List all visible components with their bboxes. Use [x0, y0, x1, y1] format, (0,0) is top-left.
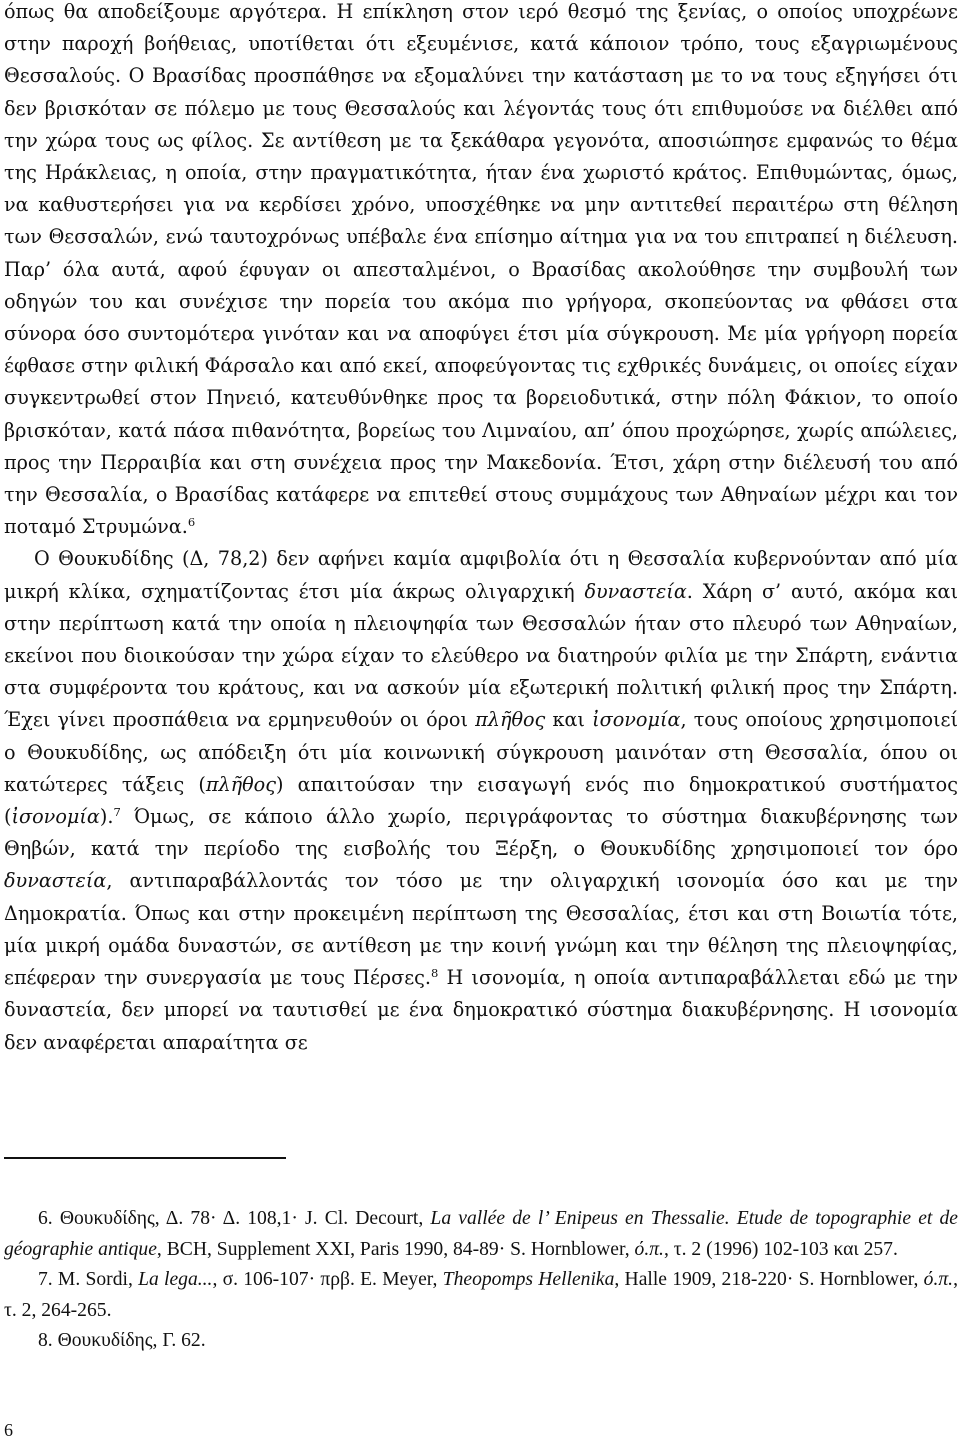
text-run: . Χάρη σ’ αυτό, ακόμα και στην περίπτωση κατά την οποία η πλειοψηφία των Θεσσαλών ήταν στο πλευρό των Αθηναίων, εκείνοι που διοικούσαν την χώρα είχαν το ελεύθερο να διατηρούν φιλία με την Σπάρτη, ενάντια στα συμφέροντα του κράτους, και να ασκούν μία εξωτερική πολιτική φιλική προς την Σπάρτη. Έχει γίνει προσπάθεια να ερμηνευθούν οι όροι	[4, 579, 958, 732]
italic-text: πλῆθος	[205, 772, 276, 796]
body-text	[4, 0, 958, 1059]
italic-text: La vallée de l’ Enipeus en Thessalie. Etude de topographie et de géographie antique	[4, 1208, 958, 1260]
italic-text: La lega...	[138, 1269, 213, 1290]
text-run: 7. M. Sordi,	[38, 1269, 139, 1290]
text-run: Όμως, σε κάποιο άλλο χωρίο, περιγράφοντας το σύστημα διακυβέρνησης των Θηβών, κατά την περίοδο της εισβολής του Ξέρξη, ο Θουκυδίδης χρησιμοποιεί τον όρο	[4, 805, 958, 861]
footnote	[4, 1326, 958, 1357]
text-run: όπως θα αποδείξουμε αργότερα. Η επίκληση στον ιερό θεσμό της ξενίας, ο οποίος υποχρέωνε στην παροχή βοήθειας, υποτίθεται ότι εξευμένισε, κατά κάποιον τρόπο, τους εξαγριωμένους Θεσσαλούς. Ο Βρασίδας προσπάθησε να εξομαλύνει την κατάσταση με το να τους εξηγήσει ότι δεν βρισκόταν σε πόλεμο με τους Θεσσαλούς και λέγοντάς τους ότι επιθυμούσε να διέλθει από την χώρα τους ως φίλος. Σε αντίθεση με τα ξεκάθαρα γεγονότα, αποσιώπησε εμφανώς το θέμα της Ηράκλειας, η οποία, στην πραγματικότητα, ήταν ένα χωριστό κράτος. Επιθυμώντας, όμως, να καθυστερήσει για να κερδίσει χρόνο, υποσχέθηκε να μην αντιτεθεί περαιτέρω στη θέληση των Θεσσαλών, ενώ ταυτοχρόνως υπέβαλε ένα επίσημο αίτημα για να του επιτραπεί η διέλευση. Παρ’ όλα αυτά, αφού έφυγαν οι απεσταλμένοι, ο Βρασίδας ακολούθησε την συμβουλή των οδηγών του και συνέχισε την πορεία του ακόμα πιο γρήγορα, σκοπεύοντας να φθάσει στα σύνορα όσο συντομότερα γινόταν και να αποφύγει έτσι μία σύγκρουση. Με μία γρήγορη πορεία έφθασε στην φιλική Φάρσαλο και από εκεί, αποφεύγοντας τις εχθρικές δυνάμεις, οι οποίες είχαν συγκεντρωθεί στον Πηνειό, κατευθύνθηκε προς τα βορειοδυτικά, στην πόλη Φάκιον, το οποίο βρισκόταν, κατά πάσα πιθανότητα, βορείως του Λιμναίου, απ’ όπου προχώρησε, χωρίς απώλειες, προς την Περραιβία και στη συνέχεια προς την Μακεδονία. Έτσι, χάρη στην διέλευσή του από την Θεσσαλία, ο Βρασίδας κατάφερε να επιτεθεί στους συμμάχους των Αθηναίων μέχρι και τον ποταμό Στρυμώνα.	[4, 0, 958, 539]
text-run: ).	[99, 805, 114, 829]
text-run: , τους οποίους χρησιμοποιεί ο Θουκυδίδης, ως απόδειξη ότι μία κοινωνική σύγκρουση μαινόταν στη Θεσσαλία, όπου οι κατώτερες τάξεις (	[4, 708, 958, 796]
text-run: Η ισονομία, η οποία αντιπαραβάλλεται εδώ με την δυναστεία, δεν μπορεί να ταυτισθεί με ένα δημοκρατικό σύστημα διακυβέρνησης. Η ισονομία δεν αναφέρεται απαραίτητα σε	[4, 966, 959, 1054]
footnote-separator	[4, 1157, 286, 1159]
italic-text: ό.π.	[923, 1269, 954, 1290]
footnote	[4, 1204, 958, 1265]
text-run: , Halle 1909, 218-220· S. Hornblower,	[614, 1269, 924, 1290]
footnote-reference: 7	[113, 805, 121, 820]
italic-text: δυναστεία	[584, 579, 687, 603]
italic-text: δυναστεία	[4, 869, 107, 893]
text-run: , σ. 106-107· πρβ. E. Meyer,	[212, 1269, 443, 1290]
footnote-reference: 8	[430, 966, 439, 981]
text-run: , αντιπαραβάλλοντάς τον τόσο με την ολιγαρχική ισονομία όσο και με την Δημοκρατία. Όπως και στην προκειμένη περίπτωση της Θεσσαλίας, έτσι και στη Βοιωτία τότε, μία μικρή ομάδα δυναστών, σε αντίθεση με την κοινή γνώμη και την θέληση της πλειοψηφίας, επέφεραν την συνεργασία με τους Πέρσες.	[4, 869, 958, 990]
text-run: Ο Θουκυδίδης (Δ, 78,2) δεν αφήνει καμία αμφιβολία ότι η Θεσσαλία κυβερνούνταν από μία μικρή κλίκα, σχηματίζοντας έτσι μία άκρως ολιγαρχική	[4, 547, 958, 603]
italic-text: Theopomps Hellenika	[442, 1269, 615, 1290]
italic-text: ἰσονομία	[11, 805, 100, 829]
text-run: 6. Θουκυδίδης, Δ. 78· Δ. 108,1· J. Cl. Decourt,	[38, 1208, 431, 1229]
page-number: 6	[4, 1420, 13, 1440]
paragraph	[4, 543, 958, 1058]
text-run: και	[545, 708, 593, 732]
text-run: ) απαιτούσαν την εισαγωγή ενός πιο δημοκρατικού συστήματος (	[4, 772, 958, 829]
italic-text: πλῆθος	[475, 708, 546, 732]
text-run: , τ. 2, 264-265.	[4, 1269, 958, 1321]
text-run: 8. Θουκυδίδης, Γ. 62.	[38, 1330, 206, 1351]
footnotes	[4, 1204, 958, 1357]
italic-text: ό.π.	[634, 1238, 664, 1260]
text-run: , BCH, Supplement XXI, Paris 1990, 84-89· S. Hornblower,	[156, 1238, 635, 1260]
footnote-reference: 6	[187, 515, 196, 530]
footnote	[4, 1265, 958, 1326]
text-run: , τ. 2 (1996) 102-103 και 257.	[663, 1238, 898, 1260]
italic-text: ἰσονομία	[592, 708, 681, 732]
paragraph	[4, 0, 958, 543]
